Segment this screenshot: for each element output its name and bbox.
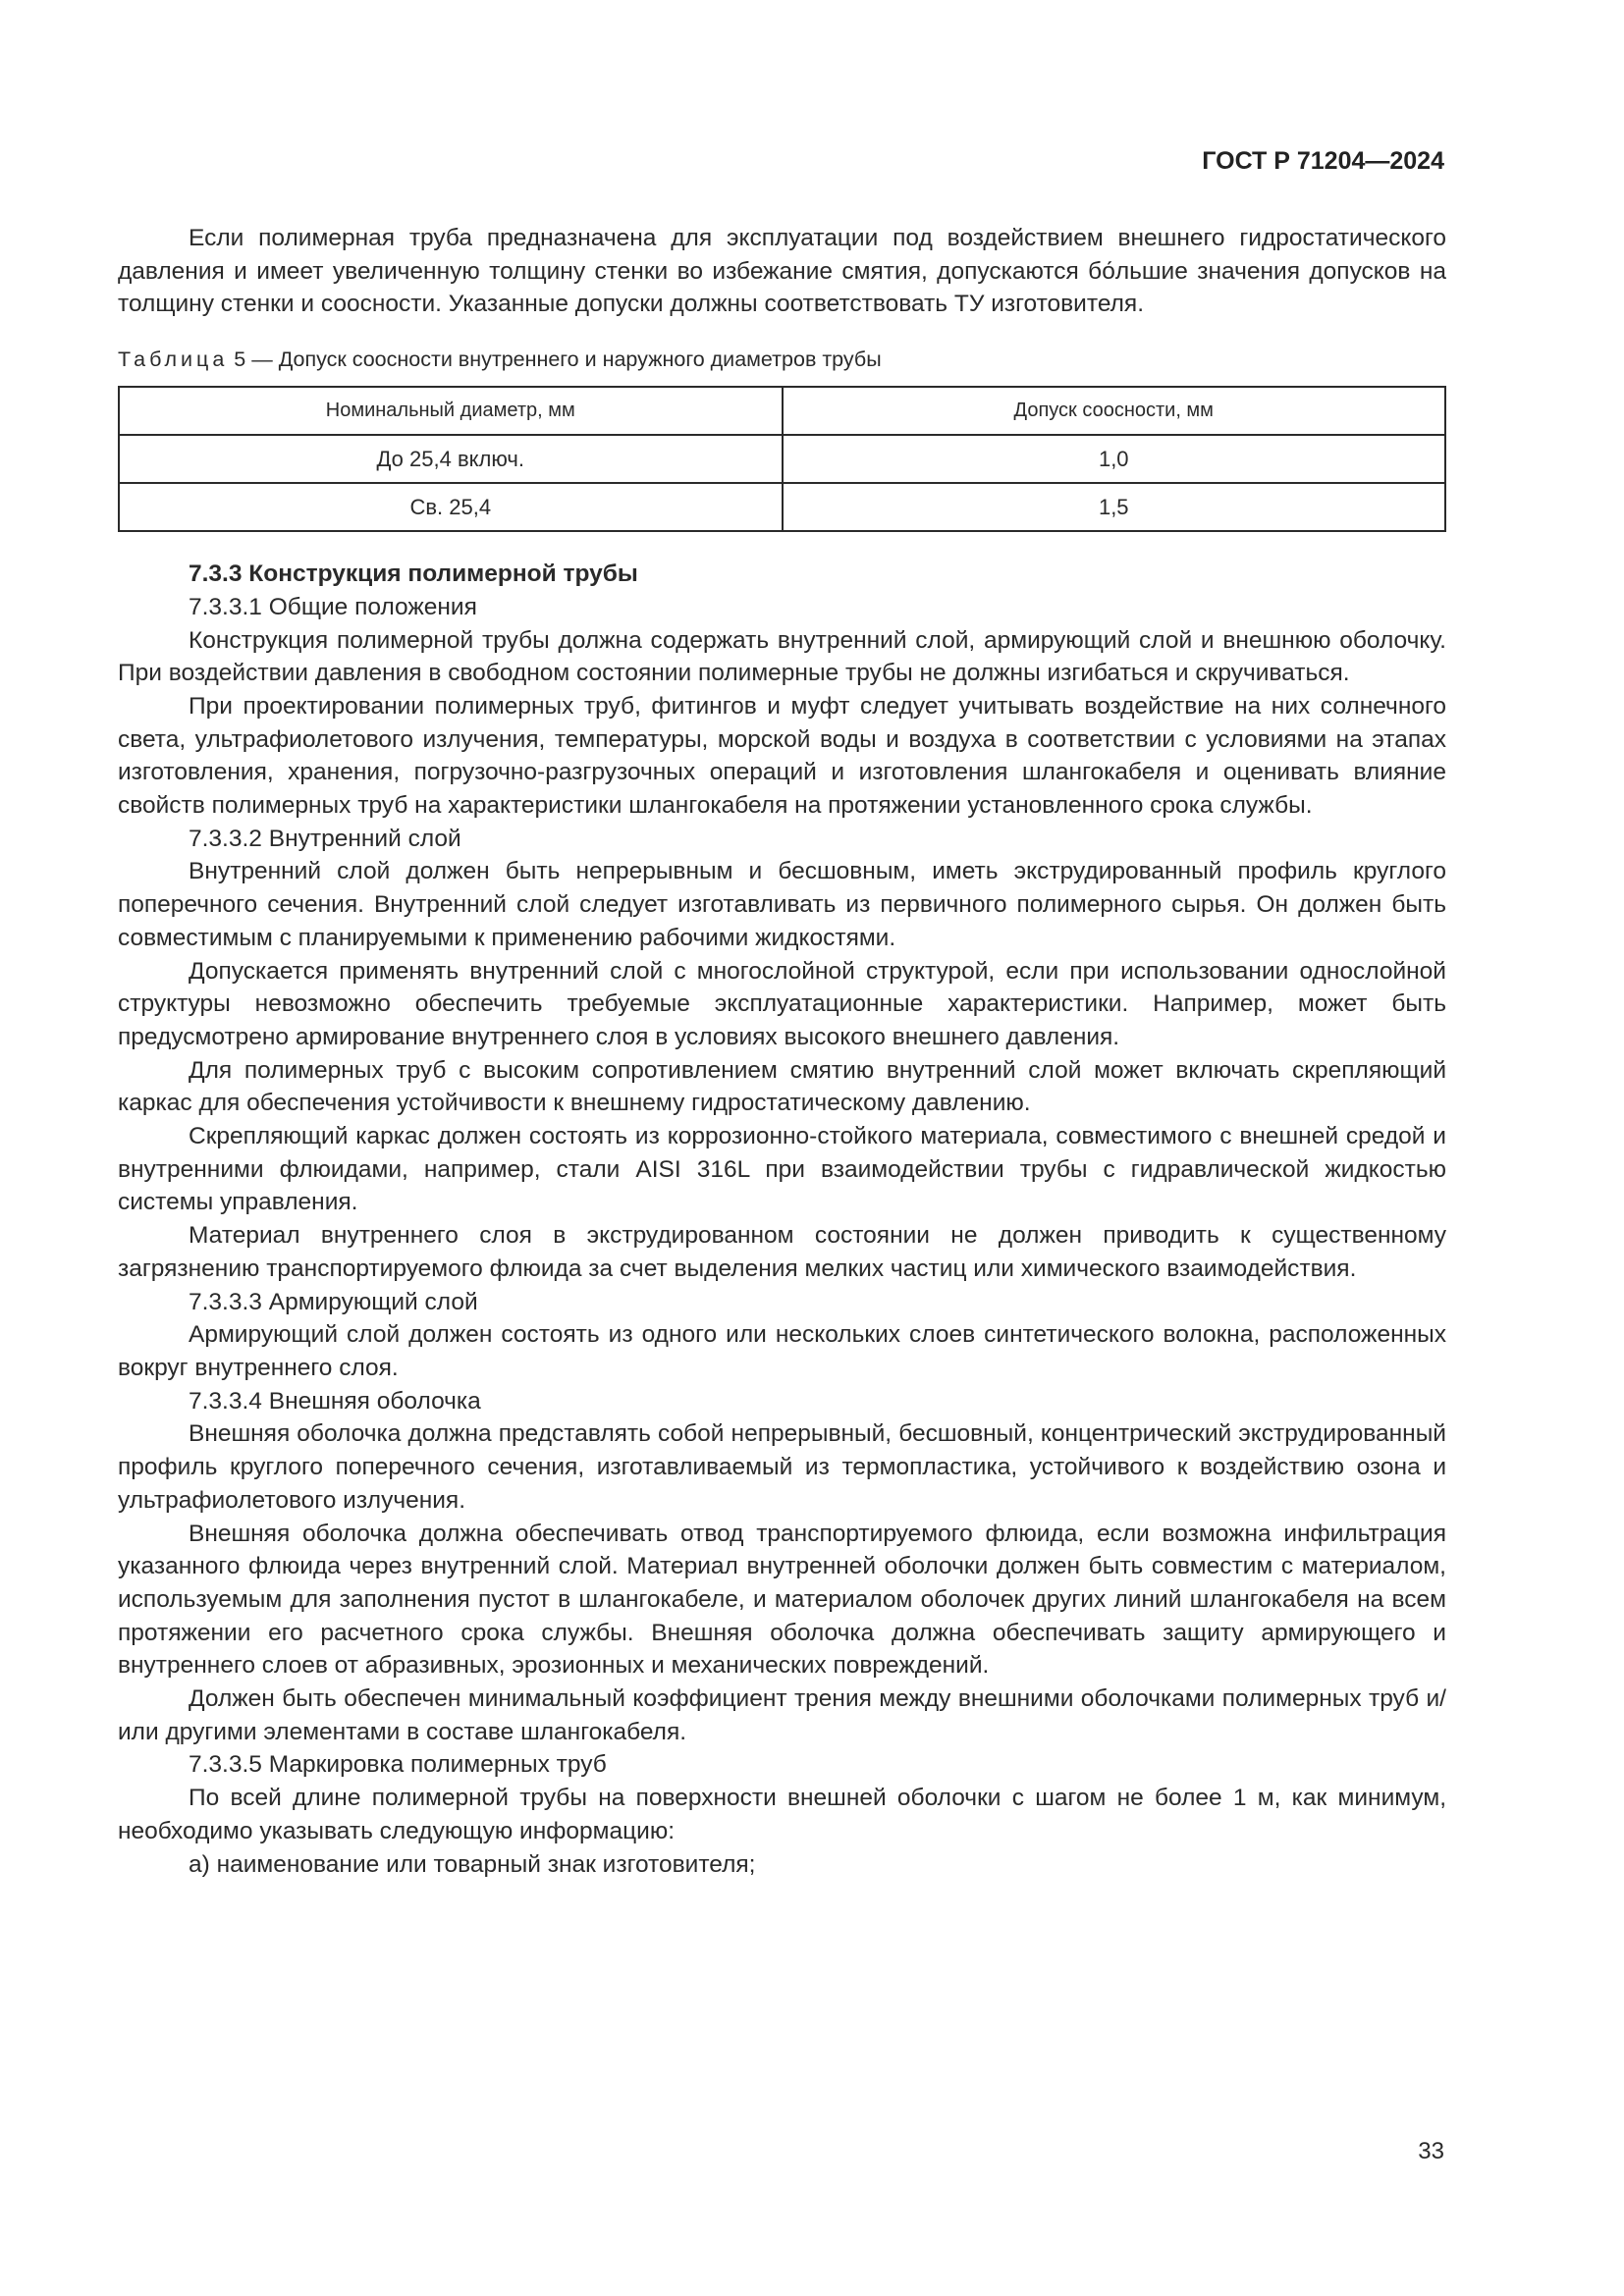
body-paragraph: Внешняя оболочка должна представлять собой непрерывный, бесшовный, концентрический экструдированный профиль круглого поперечного сечения, изготавливаемый из термопластика, устойчивого к воздействию озона и ультрафиолетового излучения. xyxy=(118,1420,1446,1514)
table-header-cell: Допуск соосности, мм xyxy=(783,387,1446,435)
subsection-heading: 7.3.3.5 Маркировка полимерных труб xyxy=(189,1751,607,1779)
body-paragraph: Внешняя оболочка должна обеспечивать отвод транспортируемого флюида, если возможна инфильтрация указанного флюида через внутренний слой. Материал внутренней оболочки должен быть совместим с материалом, используемым для заполнения пустот в шлангокабеле, и материалом оболочек других линий шлангокабеля на всем протяжении его расчетного срока службы. Внешняя оболочка должна обеспечивать защиту армирующего и внутреннего слоев от абразивных, эрозионных и механических повреждений. xyxy=(118,1520,1446,1680)
intro-paragraph: Если полимерная труба предназначена для эксплуатации под воздействием внешнего гидростатического давления и имеет увеличенную толщину стенки во избежание смятия, допускаются бо́льшие значения допусков на толщину стенки и соосности. Указанные допуски должны соответствовать ТУ изготовителя. xyxy=(118,225,1446,318)
table-cell: 1,0 xyxy=(783,435,1446,483)
table-header-row xyxy=(119,387,1445,435)
table-cell: Св. 25,4 xyxy=(119,483,783,531)
document-id: ГОСТ Р 71204—2024 xyxy=(1202,147,1444,175)
body-paragraph: Внутренний слой должен быть непрерывным и бесшовным, иметь экструдированный профиль круглого поперечного сечения. Внутренний слой следует изготавливать из первичного полимерного сырья. Он должен быть совместимым с планируемыми к применению рабочими жидкостями. xyxy=(118,858,1446,951)
table-cell: До 25,4 включ. xyxy=(119,435,783,483)
page-content xyxy=(118,222,1446,1881)
subsection-heading: 7.3.3.2 Внутренний слой xyxy=(189,825,461,852)
table-cell: 1,5 xyxy=(783,483,1446,531)
body-paragraph: Армирующий слой должен состоять из одного или нескольких слоев синтетического волокна, расположенных вокруг внутреннего слоя. xyxy=(118,1321,1446,1381)
table-caption-text: 5 — Допуск соосности внутреннего и наружного диаметров трубы xyxy=(228,347,882,372)
body-paragraph: При проектировании полимерных труб, фитингов и муфт следует учитывать воздействие на них солнечного света, ультрафиолетового излучения, температуры, морской воды и воздуха в соответствии с условиями на этапах изготовления, хранения, погрузочно-разгрузочных операций и изготовления шлангокабеля и оценивать влияние свойств полимерных труб на характеристики шлангокабеля на протяжении установленного срока службы. xyxy=(118,692,1446,820)
body-paragraph: Для полимерных труб с высоким сопротивлением смятию внутренний слой может включать скрепляющий каркас для обеспечения устойчивости к внешнему гидростатическому давлению. xyxy=(118,1056,1446,1117)
page-number: 33 xyxy=(1418,2138,1444,2164)
body-paragraph: Скрепляющий каркас должен состоять из коррозионно-стойкого материала, совместимого с внешней средой и внутренними флюидами, например, стали AISI 316L при взаимодействии трубы с гидравлической жидкостью системы управления. xyxy=(118,1123,1446,1216)
section-heading: 7.3.3 Конструкция полимерной трубы xyxy=(189,561,638,588)
table-caption-label: Таблица xyxy=(118,347,229,372)
table-row xyxy=(119,483,1445,531)
table-header-cell: Номинальный диаметр, мм xyxy=(119,387,783,435)
body-paragraph: Материал внутреннего слоя в экструдированном состоянии не должен приводить к существенному загрязнению транспортируемого флюида за счет выделения мелких частиц или химического взаимодействия. xyxy=(118,1222,1446,1282)
subsection-heading: 7.3.3.4 Внешняя оболочка xyxy=(189,1387,481,1415)
body-paragraph: Конструкция полимерной трубы должна содержать внутренний слой, армирующий слой и внешнюю оболочку. При воздействии давления в свободном состоянии полимерные трубы не должны изгибаться и скручиваться. xyxy=(118,626,1446,687)
tolerance-table xyxy=(118,386,1446,532)
body-paragraph: Должен быть обеспечен минимальный коэффициент трения между внешними оболочками полимерных труб и/или другими элементами в составе шлангокабеля. xyxy=(118,1685,1446,1745)
table-caption xyxy=(118,345,1446,374)
subsection-heading: 7.3.3.1 Общие положения xyxy=(189,593,477,620)
subsection-heading: 7.3.3.3 Армирующий слой xyxy=(189,1288,478,1315)
table-row xyxy=(119,435,1445,483)
body-paragraph: По всей длине полимерной трубы на поверхности внешней оболочки с шагом не более 1 м, как минимум, необходимо указывать следующую информацию: xyxy=(118,1785,1446,1844)
body-paragraph: Допускается применять внутренний слой с многослойной структурой, если при использовании однослойной структуры невозможно обеспечить требуемые эксплуатационные характеристики. Например, может быть предусмотрено армирование внутреннего слоя в условиях высокого внешнего давления. xyxy=(118,957,1446,1050)
list-item: а) наименование или товарный знак изготовителя; xyxy=(189,1850,756,1878)
